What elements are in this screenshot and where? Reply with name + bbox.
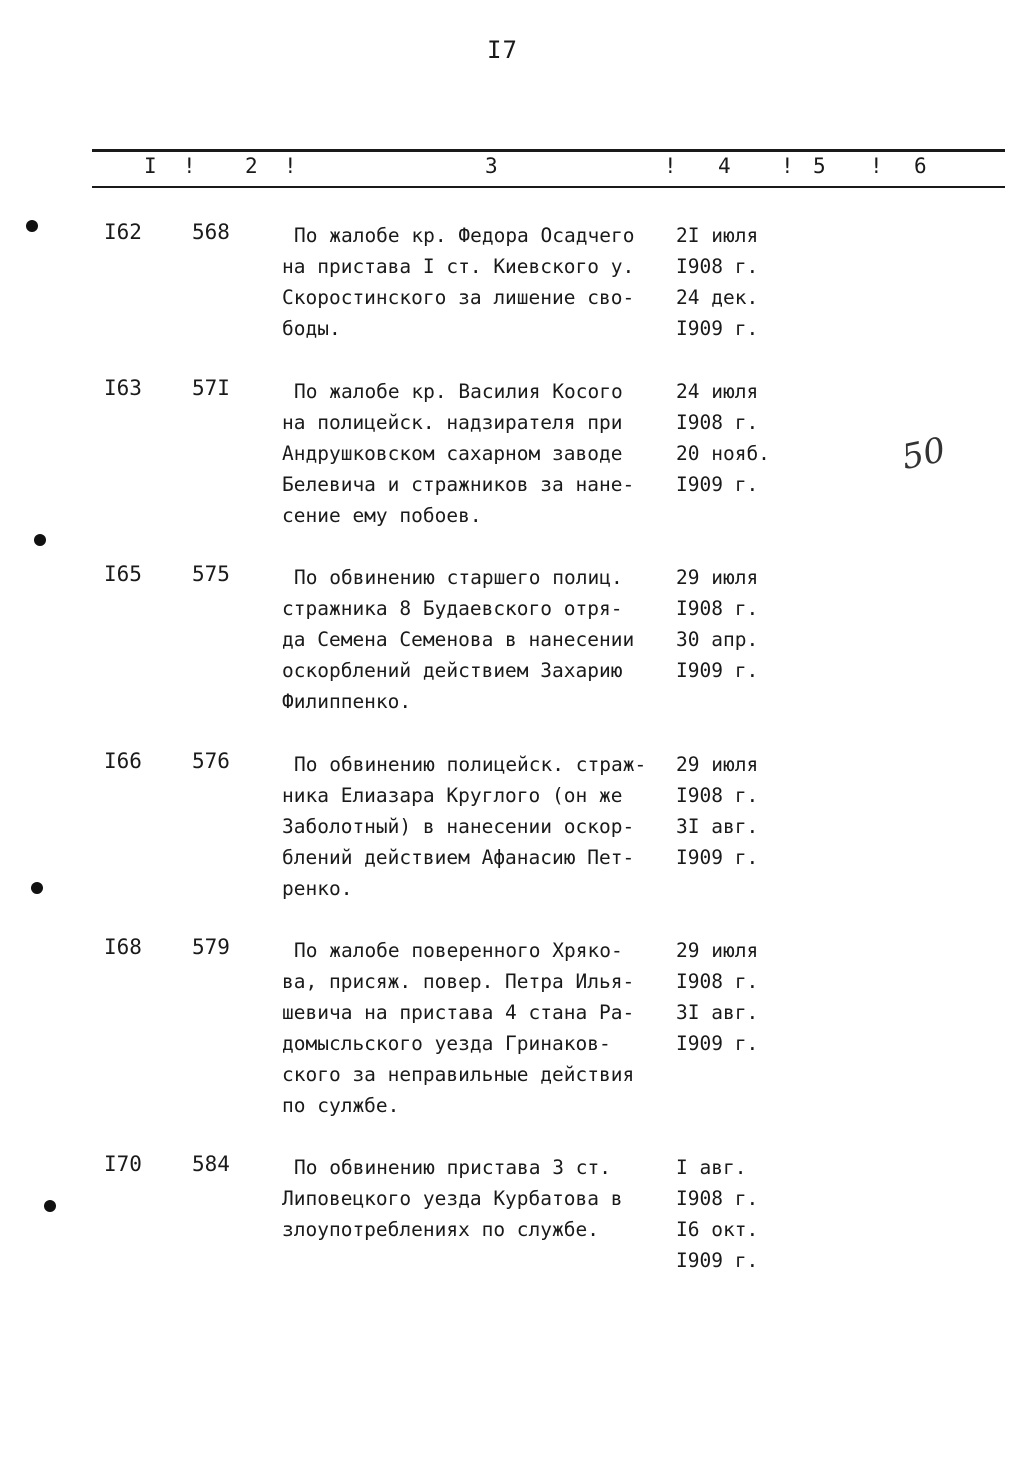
description-line: боды. — [282, 317, 341, 340]
entry-number: I66 — [104, 749, 142, 773]
date-line: 24 дек. — [676, 286, 759, 309]
description-line: на пристава I ст. Киевского у. — [282, 255, 635, 278]
header-col-6: 6 — [914, 154, 927, 178]
date-line: 3I авг. — [676, 1001, 759, 1024]
description-line: ренко. — [282, 877, 353, 900]
description-line: сение ему побоев. — [282, 504, 482, 527]
description-line: ника Елиазара Круглого (он же — [282, 784, 623, 807]
description-line: Заболотный) в нанесении оскор- — [282, 815, 635, 838]
description-line: на полицейск. надзирателя при — [282, 411, 623, 434]
header-separator: ! — [284, 154, 297, 178]
case-number: 57I — [192, 376, 230, 400]
case-number: 568 — [192, 220, 230, 244]
entry-description — [282, 749, 674, 904]
description-line: Скоростинского за лишение сво- — [282, 286, 635, 309]
description-line: По обвинению полицейск. страж- — [294, 753, 647, 776]
entry-dates — [676, 1152, 786, 1276]
punch-hole-mark — [44, 1200, 56, 1212]
date-line: I908 г. — [676, 1187, 759, 1210]
description-line: ского за неправильные действия — [282, 1063, 635, 1086]
punch-hole-mark — [26, 220, 38, 232]
date-line: I908 г. — [676, 411, 759, 434]
description-line: домысльского уезда Гринаков- — [282, 1032, 611, 1055]
header-col-5: 5 — [813, 154, 826, 178]
table-header — [0, 154, 1024, 182]
punch-hole-mark — [34, 534, 46, 546]
description-line: оскорблений действием Захарию — [282, 659, 623, 682]
description-line: По обвинению старшего полиц. — [294, 566, 623, 589]
entry-number: I62 — [104, 220, 142, 244]
date-line: I6 окт. — [676, 1218, 759, 1241]
date-line: 29 июля — [676, 753, 759, 776]
entry-description — [282, 220, 674, 344]
description-line: шевича на пристава 4 стана Ра- — [282, 1001, 635, 1024]
header-separator: ! — [183, 154, 196, 178]
date-line: I909 г. — [676, 659, 759, 682]
entry-dates — [676, 749, 786, 873]
date-line: 2I июля — [676, 224, 759, 247]
entry-number: I70 — [104, 1152, 142, 1176]
date-line: 3I авг. — [676, 815, 759, 838]
header-col-2: 2 — [245, 154, 258, 178]
date-line: 20 нояб. — [676, 442, 770, 465]
header-col-4: 4 — [718, 154, 731, 178]
date-line: I909 г. — [676, 846, 759, 869]
header-separator: ! — [664, 154, 677, 178]
description-line: По жалобе кр. Василия Косого — [294, 380, 623, 403]
entry-number: I68 — [104, 935, 142, 959]
entry-description — [282, 935, 674, 1121]
date-line: 30 апр. — [676, 628, 759, 651]
case-number: 584 — [192, 1152, 230, 1176]
description-line: Филиппенко. — [282, 690, 412, 713]
description-line: блений действием Афанасию Пет- — [282, 846, 635, 869]
case-number: 579 — [192, 935, 230, 959]
header-col-3: 3 — [485, 154, 498, 178]
entry-description — [282, 562, 674, 717]
description-line: ва, присяж. повер. Петра Илья- — [282, 970, 635, 993]
entry-description — [282, 376, 674, 531]
punch-hole-mark — [31, 882, 43, 894]
entry-dates — [676, 376, 786, 500]
date-line: I908 г. — [676, 970, 759, 993]
header-rule-bottom — [92, 186, 1005, 188]
case-number: 575 — [192, 562, 230, 586]
description-line: стражника 8 Будаевского отря- — [282, 597, 623, 620]
case-number: 576 — [192, 749, 230, 773]
entry-number: I65 — [104, 562, 142, 586]
date-line: I909 г. — [676, 1249, 759, 1272]
description-line: Белевича и стражников за нане- — [282, 473, 635, 496]
date-line: 29 июля — [676, 566, 759, 589]
header-separator: ! — [870, 154, 883, 178]
description-line: да Семена Семенова в нанесении — [282, 628, 635, 651]
entry-dates — [676, 220, 786, 344]
description-line: по сулжбе. — [282, 1094, 400, 1117]
date-line: I908 г. — [676, 597, 759, 620]
description-line: Липовецкого уезда Курбатова в — [282, 1187, 623, 1210]
date-line: I908 г. — [676, 255, 759, 278]
date-line: 29 июля — [676, 939, 759, 962]
header-rule-top — [92, 149, 1005, 152]
date-line: I авг. — [676, 1156, 747, 1179]
entry-number: I63 — [104, 376, 142, 400]
entry-dates — [676, 935, 786, 1059]
date-line: I909 г. — [676, 1032, 759, 1055]
description-line: злоупотреблениях по службе. — [282, 1218, 599, 1241]
description-line: По обвинению пристава 3 ст. — [294, 1156, 611, 1179]
date-line: 24 июля — [676, 380, 759, 403]
description-line: По жалобе кр. Федора Осадчего — [294, 224, 635, 247]
header-col-1: I — [144, 154, 157, 178]
page-number: I7 — [487, 36, 518, 64]
date-line: I909 г. — [676, 317, 759, 340]
entry-dates — [676, 562, 786, 686]
date-line: I909 г. — [676, 473, 759, 496]
handwritten-margin-note: 50 — [898, 429, 949, 479]
description-line: По жалобе поверенного Хряко- — [294, 939, 623, 962]
header-separator: ! — [781, 154, 794, 178]
description-line: Андрушковском сахарном заводе — [282, 442, 623, 465]
entry-description — [282, 1152, 674, 1245]
date-line: I908 г. — [676, 784, 759, 807]
